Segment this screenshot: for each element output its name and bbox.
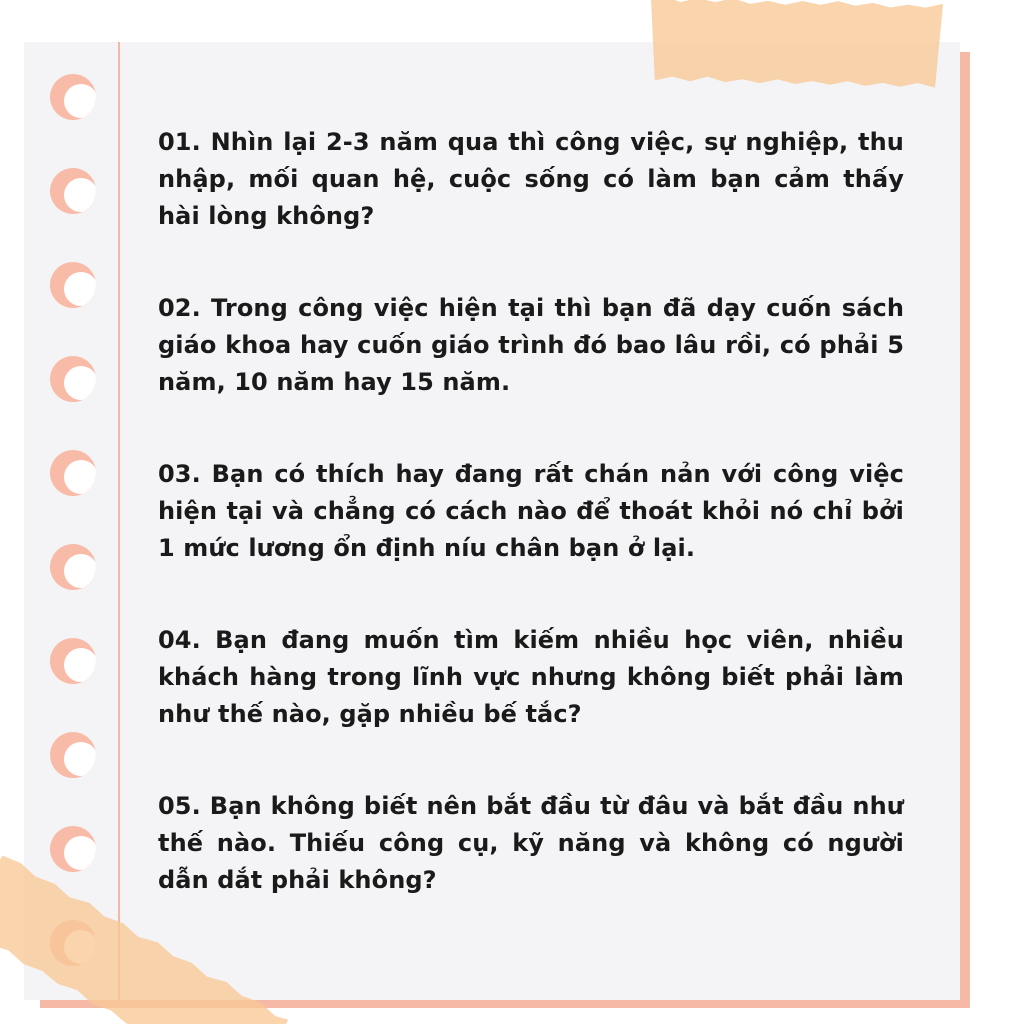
- binder-ring-icon: [50, 262, 96, 308]
- question-list: [158, 124, 904, 954]
- tape-top-right: [649, 0, 943, 88]
- question-04: 04. Bạn đang muốn tìm kiếm nhiều học viên, nhiều khách hàng trong lĩnh vực nhưng không biết phải làm như thế nào, gặp nhiều bế tắc?: [158, 626, 904, 728]
- binder-ring-icon: [50, 826, 96, 872]
- binder-ring-icon: [50, 450, 96, 496]
- binder-ring-icon: [50, 732, 96, 778]
- margin-line: [118, 42, 120, 1000]
- question-01: 01. Nhìn lại 2-3 năm qua thì công việc, sự nghiệp, thu nhập, mối quan hệ, cuộc sống có làm bạn cảm thấy hài lòng không?: [158, 128, 904, 230]
- question-05: 05. Bạn không biết nên bắt đầu từ đâu và bắt đầu như thế nào. Thiếu công cụ, kỹ năng và không có người dẫn dắt phải không?: [158, 792, 904, 894]
- question-02: 02. Trong công việc hiện tại thì bạn đã dạy cuốn sách giáo khoa hay cuốn giáo trình đó bao lâu rồi, có phải 5 năm, 10 năm hay 15 năm.: [158, 294, 904, 396]
- question-03: 03. Bạn có thích hay đang rất chán nản với công việc hiện tại và chẳng có cách nào để thoát khỏi nó chỉ bởi 1 mức lương ổn định níu chân bạn ở lại.: [158, 460, 904, 562]
- binder-ring-icon: [50, 638, 96, 684]
- binder-ring-icon: [50, 74, 96, 120]
- binder-ring-icon: [50, 168, 96, 214]
- binder-ring-icon: [50, 544, 96, 590]
- binder-ring-icon: [50, 356, 96, 402]
